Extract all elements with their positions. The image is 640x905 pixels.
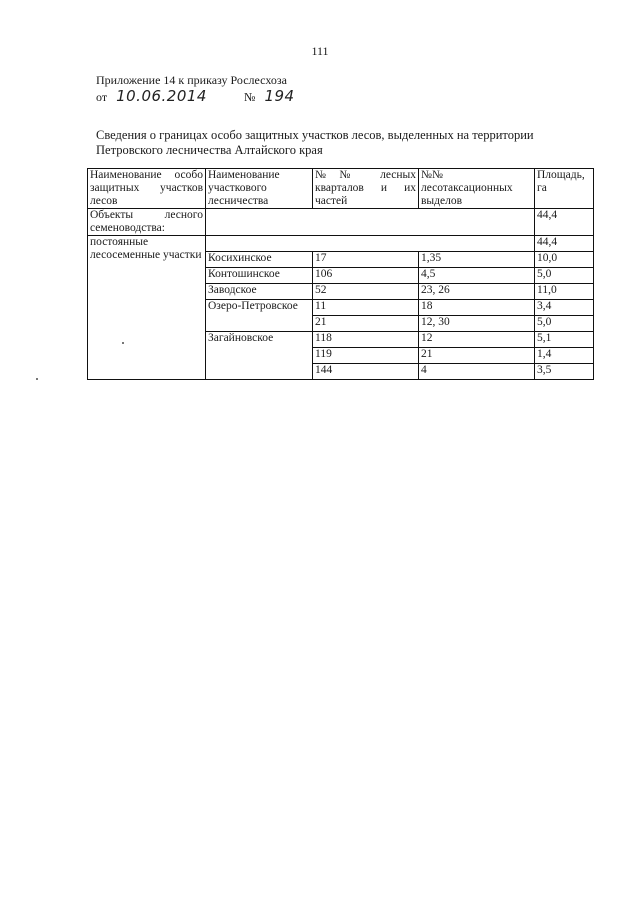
section-cell: 21	[419, 348, 535, 364]
table-row	[88, 236, 594, 252]
table-header-row	[88, 169, 594, 209]
area-cell: 5,0	[535, 268, 594, 284]
section-cell: 1,35	[419, 252, 535, 268]
quarter-cell: 11	[313, 300, 419, 316]
header-area: Площадь, га	[535, 169, 594, 209]
section-cell: 23, 26	[419, 284, 535, 300]
header-sections: №№ лесотаксационных выделов	[419, 169, 535, 209]
header-protective-area: Наименование особо защитных участков лесов	[88, 169, 206, 209]
section-cell: 4,5	[419, 268, 535, 284]
area-cell: 3,5	[535, 364, 594, 380]
number-prefix: №	[243, 90, 256, 104]
area-cell: 3,4	[535, 300, 594, 316]
group-area-cell: 44,4	[535, 209, 594, 236]
quarter-cell: 119	[313, 348, 419, 364]
page-number: 111	[311, 44, 329, 58]
quarter-cell: 106	[313, 268, 419, 284]
area-cell: 10,0	[535, 252, 594, 268]
area-cell: 11,0	[535, 284, 594, 300]
document-title: Сведения о границах особо защитных участков лесов, выделенных на территории Петровского лесничества Алтайского края	[96, 128, 534, 157]
section-cell: 18	[419, 300, 535, 316]
forestry-cell: Загайновское	[206, 332, 313, 380]
area-cell: 1,4	[535, 348, 594, 364]
header-forestry: Наименование участкового лесничества	[206, 169, 313, 209]
quarter-cell: 144	[313, 364, 419, 380]
area-cell: 5,0	[535, 316, 594, 332]
quarter-cell: 17	[313, 252, 419, 268]
scan-speck	[36, 378, 38, 380]
date-prefix: от	[96, 90, 108, 104]
area-cell: 5,1	[535, 332, 594, 348]
subgroup-area-cell: 44,4	[535, 236, 594, 252]
section-cell: 12, 30	[419, 316, 535, 332]
forestry-cell: Контошинское	[206, 268, 313, 284]
group-empty-cell	[206, 209, 535, 236]
handwritten-date: 10.06.2014	[116, 87, 207, 105]
forestry-cell: Заводское	[206, 284, 313, 300]
subgroup-label-cell: постоянные лесосеменные участки	[88, 236, 206, 380]
quarter-cell: 52	[313, 284, 419, 300]
handwritten-number: 194	[264, 87, 295, 105]
appendix-line: Приложение 14 к приказу Рослесхоза	[96, 73, 287, 87]
forestry-cell: Озеро-Петровское	[206, 300, 313, 332]
header-quarters: №№ лесных кварталов и их частей	[313, 169, 419, 209]
quarter-cell: 21	[313, 316, 419, 332]
section-cell: 4	[419, 364, 535, 380]
forest-areas-table	[87, 168, 594, 380]
appendix-date-row	[96, 89, 295, 105]
scan-speck	[122, 342, 124, 344]
group-label-cell: Объекты лесного семеноводства:	[88, 209, 206, 236]
appendix-header	[96, 73, 295, 105]
subgroup-empty-cell	[206, 236, 535, 252]
section-cell: 12	[419, 332, 535, 348]
forestry-cell: Косихинское	[206, 252, 313, 268]
quarter-cell: 118	[313, 332, 419, 348]
table-row	[88, 209, 594, 236]
